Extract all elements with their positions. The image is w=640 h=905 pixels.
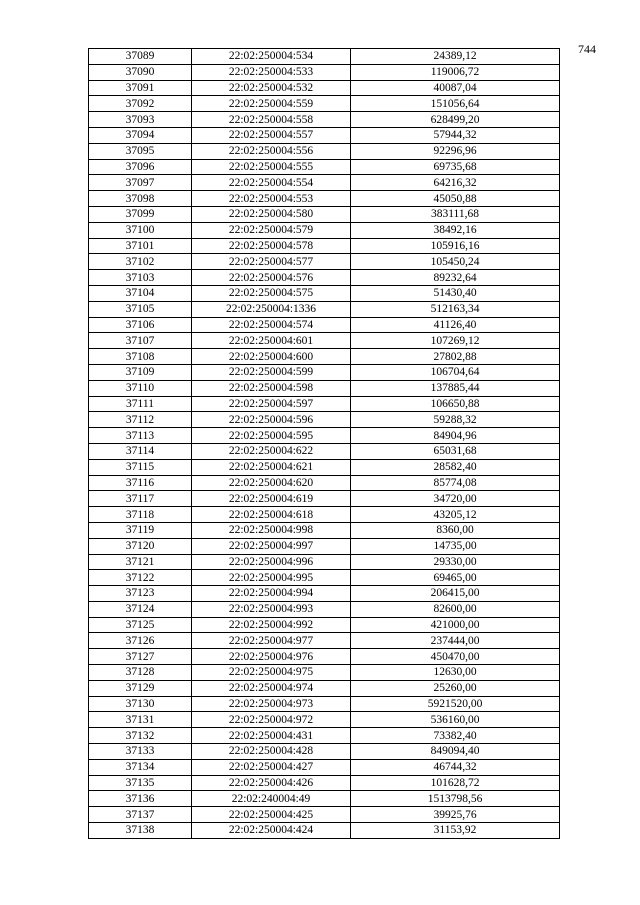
row-number-cell: 37123 bbox=[89, 586, 192, 602]
row-number-cell: 37127 bbox=[89, 649, 192, 665]
row-number-cell: 37116 bbox=[89, 475, 192, 491]
table-row bbox=[89, 775, 560, 791]
cadastral-number-cell: 22:02:250004:555 bbox=[192, 159, 351, 175]
registry-table bbox=[88, 48, 560, 839]
cadastral-number-cell: 22:02:250004:554 bbox=[192, 175, 351, 191]
value-cell: 237444,00 bbox=[351, 633, 560, 649]
cadastral-number-cell: 22:02:250004:577 bbox=[192, 254, 351, 270]
cadastral-number-cell: 22:02:250004:424 bbox=[192, 823, 351, 839]
table-row bbox=[89, 49, 560, 65]
table-row bbox=[89, 238, 560, 254]
cadastral-number-cell: 22:02:250004:993 bbox=[192, 601, 351, 617]
value-cell: 1513798,56 bbox=[351, 791, 560, 807]
table-row bbox=[89, 554, 560, 570]
table-row bbox=[89, 744, 560, 760]
cadastral-number-cell: 22:02:250004:596 bbox=[192, 412, 351, 428]
cadastral-number-cell: 22:02:250004:598 bbox=[192, 380, 351, 396]
row-number-cell: 37105 bbox=[89, 301, 192, 317]
value-cell: 151056,64 bbox=[351, 96, 560, 112]
cadastral-number-cell: 22:02:250004:597 bbox=[192, 396, 351, 412]
row-number-cell: 37110 bbox=[89, 380, 192, 396]
row-number-cell: 37114 bbox=[89, 443, 192, 459]
row-number-cell: 37102 bbox=[89, 254, 192, 270]
row-number-cell: 37108 bbox=[89, 349, 192, 365]
row-number-cell: 37096 bbox=[89, 159, 192, 175]
value-cell: 65031,68 bbox=[351, 443, 560, 459]
table-row bbox=[89, 507, 560, 523]
cadastral-number-cell: 22:02:250004:532 bbox=[192, 80, 351, 96]
value-cell: 450470,00 bbox=[351, 649, 560, 665]
value-cell: 82600,00 bbox=[351, 601, 560, 617]
value-cell: 512163,34 bbox=[351, 301, 560, 317]
value-cell: 107269,12 bbox=[351, 333, 560, 349]
value-cell: 73382,40 bbox=[351, 728, 560, 744]
cadastral-number-cell: 22:02:250004:994 bbox=[192, 586, 351, 602]
cadastral-number-cell: 22:02:250004:576 bbox=[192, 270, 351, 286]
row-number-cell: 37113 bbox=[89, 428, 192, 444]
row-number-cell: 37097 bbox=[89, 175, 192, 191]
table-row bbox=[89, 159, 560, 175]
cadastral-number-cell: 22:02:250004:998 bbox=[192, 522, 351, 538]
table-row bbox=[89, 791, 560, 807]
value-cell: 31153,92 bbox=[351, 823, 560, 839]
value-cell: 45050,88 bbox=[351, 191, 560, 207]
value-cell: 14735,00 bbox=[351, 538, 560, 554]
row-number-cell: 37138 bbox=[89, 823, 192, 839]
row-number-cell: 37133 bbox=[89, 744, 192, 760]
row-number-cell: 37137 bbox=[89, 807, 192, 823]
row-number-cell: 37104 bbox=[89, 285, 192, 301]
table-row bbox=[89, 680, 560, 696]
cadastral-number-cell: 22:02:250004:620 bbox=[192, 475, 351, 491]
value-cell: 69465,00 bbox=[351, 570, 560, 586]
row-number-cell: 37117 bbox=[89, 491, 192, 507]
cadastral-number-cell: 22:02:250004:574 bbox=[192, 317, 351, 333]
table-row bbox=[89, 206, 560, 222]
table-row bbox=[89, 665, 560, 681]
table-row bbox=[89, 649, 560, 665]
table-row bbox=[89, 491, 560, 507]
row-number-cell: 37101 bbox=[89, 238, 192, 254]
cadastral-number-cell: 22:02:250004:995 bbox=[192, 570, 351, 586]
row-number-cell: 37129 bbox=[89, 680, 192, 696]
table-row bbox=[89, 96, 560, 112]
cadastral-number-cell: 22:02:250004:972 bbox=[192, 712, 351, 728]
table-row bbox=[89, 712, 560, 728]
row-number-cell: 37120 bbox=[89, 538, 192, 554]
value-cell: 137885,44 bbox=[351, 380, 560, 396]
value-cell: 64216,32 bbox=[351, 175, 560, 191]
cadastral-number-cell: 22:02:250004:992 bbox=[192, 617, 351, 633]
value-cell: 40087,04 bbox=[351, 80, 560, 96]
value-cell: 38492,16 bbox=[351, 222, 560, 238]
value-cell: 85774,08 bbox=[351, 475, 560, 491]
row-number-cell: 37094 bbox=[89, 127, 192, 143]
value-cell: 106704,64 bbox=[351, 364, 560, 380]
value-cell: 119006,72 bbox=[351, 64, 560, 80]
cadastral-number-cell: 22:02:250004:559 bbox=[192, 96, 351, 112]
cadastral-number-cell: 22:02:250004:428 bbox=[192, 744, 351, 760]
row-number-cell: 37111 bbox=[89, 396, 192, 412]
cadastral-number-cell: 22:02:250004:599 bbox=[192, 364, 351, 380]
row-number-cell: 37092 bbox=[89, 96, 192, 112]
row-number-cell: 37109 bbox=[89, 364, 192, 380]
value-cell: 43205,12 bbox=[351, 507, 560, 523]
cadastral-number-cell: 22:02:250004:580 bbox=[192, 206, 351, 222]
table-row bbox=[89, 380, 560, 396]
cadastral-number-cell: 22:02:250004:1336 bbox=[192, 301, 351, 317]
value-cell: 24389,12 bbox=[351, 49, 560, 65]
value-cell: 206415,00 bbox=[351, 586, 560, 602]
table-row bbox=[89, 538, 560, 554]
value-cell: 5921520,00 bbox=[351, 696, 560, 712]
table-row bbox=[89, 459, 560, 475]
value-cell: 92296,96 bbox=[351, 143, 560, 159]
table-row bbox=[89, 80, 560, 96]
value-cell: 34720,00 bbox=[351, 491, 560, 507]
table-row bbox=[89, 64, 560, 80]
value-cell: 84904,96 bbox=[351, 428, 560, 444]
cadastral-number-cell: 22:02:250004:533 bbox=[192, 64, 351, 80]
value-cell: 849094,40 bbox=[351, 744, 560, 760]
table-row bbox=[89, 475, 560, 491]
row-number-cell: 37131 bbox=[89, 712, 192, 728]
value-cell: 41126,40 bbox=[351, 317, 560, 333]
cadastral-number-cell: 22:02:250004:600 bbox=[192, 349, 351, 365]
page-number: 744 bbox=[578, 42, 596, 56]
row-number-cell: 37135 bbox=[89, 775, 192, 791]
table-row bbox=[89, 617, 560, 633]
row-number-cell: 37112 bbox=[89, 412, 192, 428]
row-number-cell: 37095 bbox=[89, 143, 192, 159]
value-cell: 383111,68 bbox=[351, 206, 560, 222]
row-number-cell: 37132 bbox=[89, 728, 192, 744]
row-number-cell: 37106 bbox=[89, 317, 192, 333]
row-number-cell: 37118 bbox=[89, 507, 192, 523]
value-cell: 59288,32 bbox=[351, 412, 560, 428]
table-row bbox=[89, 586, 560, 602]
table-row bbox=[89, 270, 560, 286]
table-row bbox=[89, 570, 560, 586]
cadastral-number-cell: 22:02:250004:579 bbox=[192, 222, 351, 238]
row-number-cell: 37134 bbox=[89, 759, 192, 775]
cadastral-number-cell: 22:02:250004:974 bbox=[192, 680, 351, 696]
cadastral-number-cell: 22:02:240004:49 bbox=[192, 791, 351, 807]
table-row bbox=[89, 254, 560, 270]
row-number-cell: 37130 bbox=[89, 696, 192, 712]
cadastral-number-cell: 22:02:250004:621 bbox=[192, 459, 351, 475]
table-row bbox=[89, 349, 560, 365]
row-number-cell: 37090 bbox=[89, 64, 192, 80]
table-row bbox=[89, 807, 560, 823]
table-row bbox=[89, 317, 560, 333]
cadastral-number-cell: 22:02:250004:618 bbox=[192, 507, 351, 523]
row-number-cell: 37124 bbox=[89, 601, 192, 617]
cadastral-number-cell: 22:02:250004:431 bbox=[192, 728, 351, 744]
table-row bbox=[89, 443, 560, 459]
cadastral-number-cell: 22:02:250004:601 bbox=[192, 333, 351, 349]
row-number-cell: 37100 bbox=[89, 222, 192, 238]
row-number-cell: 37107 bbox=[89, 333, 192, 349]
table-row bbox=[89, 175, 560, 191]
cadastral-number-cell: 22:02:250004:996 bbox=[192, 554, 351, 570]
table-row bbox=[89, 222, 560, 238]
value-cell: 46744,32 bbox=[351, 759, 560, 775]
row-number-cell: 37099 bbox=[89, 206, 192, 222]
cadastral-number-cell: 22:02:250004:575 bbox=[192, 285, 351, 301]
table-row bbox=[89, 333, 560, 349]
row-number-cell: 37115 bbox=[89, 459, 192, 475]
row-number-cell: 37091 bbox=[89, 80, 192, 96]
cadastral-number-cell: 22:02:250004:534 bbox=[192, 49, 351, 65]
row-number-cell: 37126 bbox=[89, 633, 192, 649]
value-cell: 25260,00 bbox=[351, 680, 560, 696]
row-number-cell: 37121 bbox=[89, 554, 192, 570]
row-number-cell: 37103 bbox=[89, 270, 192, 286]
table-row bbox=[89, 522, 560, 538]
value-cell: 8360,00 bbox=[351, 522, 560, 538]
row-number-cell: 37136 bbox=[89, 791, 192, 807]
table-row bbox=[89, 285, 560, 301]
table-row bbox=[89, 728, 560, 744]
table-row bbox=[89, 301, 560, 317]
cadastral-number-cell: 22:02:250004:622 bbox=[192, 443, 351, 459]
cadastral-number-cell: 22:02:250004:553 bbox=[192, 191, 351, 207]
table-row bbox=[89, 127, 560, 143]
table-row bbox=[89, 601, 560, 617]
value-cell: 29330,00 bbox=[351, 554, 560, 570]
row-number-cell: 37093 bbox=[89, 112, 192, 128]
value-cell: 27802,88 bbox=[351, 349, 560, 365]
cadastral-number-cell: 22:02:250004:595 bbox=[192, 428, 351, 444]
table-row bbox=[89, 823, 560, 839]
cadastral-number-cell: 22:02:250004:578 bbox=[192, 238, 351, 254]
table-row bbox=[89, 696, 560, 712]
row-number-cell: 37125 bbox=[89, 617, 192, 633]
table-body bbox=[89, 49, 560, 839]
cadastral-number-cell: 22:02:250004:977 bbox=[192, 633, 351, 649]
table-row bbox=[89, 428, 560, 444]
cadastral-number-cell: 22:02:250004:619 bbox=[192, 491, 351, 507]
cadastral-number-cell: 22:02:250004:558 bbox=[192, 112, 351, 128]
cadastral-number-cell: 22:02:250004:425 bbox=[192, 807, 351, 823]
table-row bbox=[89, 191, 560, 207]
value-cell: 628499,20 bbox=[351, 112, 560, 128]
cadastral-number-cell: 22:02:250004:976 bbox=[192, 649, 351, 665]
value-cell: 421000,00 bbox=[351, 617, 560, 633]
table-row bbox=[89, 364, 560, 380]
value-cell: 105916,16 bbox=[351, 238, 560, 254]
value-cell: 106650,88 bbox=[351, 396, 560, 412]
value-cell: 101628,72 bbox=[351, 775, 560, 791]
value-cell: 28582,40 bbox=[351, 459, 560, 475]
value-cell: 105450,24 bbox=[351, 254, 560, 270]
value-cell: 39925,76 bbox=[351, 807, 560, 823]
cadastral-number-cell: 22:02:250004:556 bbox=[192, 143, 351, 159]
cadastral-number-cell: 22:02:250004:426 bbox=[192, 775, 351, 791]
cadastral-number-cell: 22:02:250004:997 bbox=[192, 538, 351, 554]
table-row bbox=[89, 412, 560, 428]
value-cell: 536160,00 bbox=[351, 712, 560, 728]
row-number-cell: 37089 bbox=[89, 49, 192, 65]
value-cell: 57944,32 bbox=[351, 127, 560, 143]
row-number-cell: 37122 bbox=[89, 570, 192, 586]
table-row bbox=[89, 633, 560, 649]
cadastral-number-cell: 22:02:250004:973 bbox=[192, 696, 351, 712]
table-row bbox=[89, 143, 560, 159]
table-row bbox=[89, 112, 560, 128]
value-cell: 51430,40 bbox=[351, 285, 560, 301]
value-cell: 89232,64 bbox=[351, 270, 560, 286]
row-number-cell: 37119 bbox=[89, 522, 192, 538]
value-cell: 12630,00 bbox=[351, 665, 560, 681]
row-number-cell: 37128 bbox=[89, 665, 192, 681]
row-number-cell: 37098 bbox=[89, 191, 192, 207]
cadastral-number-cell: 22:02:250004:975 bbox=[192, 665, 351, 681]
table-row bbox=[89, 759, 560, 775]
value-cell: 69735,68 bbox=[351, 159, 560, 175]
cadastral-number-cell: 22:02:250004:557 bbox=[192, 127, 351, 143]
table-row bbox=[89, 396, 560, 412]
cadastral-number-cell: 22:02:250004:427 bbox=[192, 759, 351, 775]
